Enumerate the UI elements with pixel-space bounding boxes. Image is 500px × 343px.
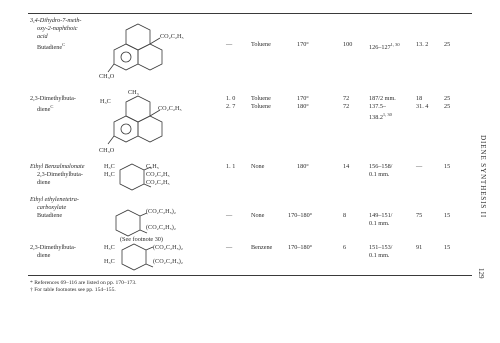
structure-label: (CO₂C₂H₅)₂ <box>146 208 176 215</box>
structure-label: (CO₂C₂H₅)₂ <box>153 258 183 265</box>
reactant-line: 2,3-Dimethylbuta- <box>30 95 76 102</box>
top-rule <box>28 13 472 14</box>
ring <box>116 210 140 236</box>
time-cell: 6 <box>343 244 347 251</box>
structure-label: CH₃O <box>99 73 115 80</box>
bp-cell: 126–127$^{1, 30}$ <box>369 42 400 52</box>
footnote: * References 69–116 are listed on pp. 170–173. <box>30 280 137 286</box>
structure-label: C₆H₅ <box>146 163 159 170</box>
running-head: DIENE SYNTHESIS II <box>479 135 487 219</box>
bp-cell: 138.2$^{1, 30}$ <box>369 112 392 122</box>
ref-cell: 25 <box>444 103 451 110</box>
reactant-line: diene <box>37 252 51 259</box>
structure-label: H₃C <box>104 258 115 265</box>
bp-cell: 0.1 mm. <box>369 220 390 227</box>
catalyst-cell: 1. 1 <box>226 163 236 170</box>
reactant-line: Ethyl Benzalmalonate <box>30 163 85 170</box>
reactant-line: acid <box>37 33 48 40</box>
reactant-line: 3,4-Dihydro-7-meth- <box>30 17 82 24</box>
structure-2 <box>108 92 198 154</box>
structure-label: H₃C <box>104 163 115 170</box>
bp-cell: 156–158/ <box>369 163 393 170</box>
yield-cell: 13. 2 <box>416 41 429 48</box>
time-cell: 72 <box>343 95 350 102</box>
structure-label: (CO₂C₂H₅)₂ <box>146 224 176 231</box>
structure-label: CO₂C₂H₅ <box>158 105 182 112</box>
aromatic-circle <box>121 124 131 134</box>
structure-label: CH₃ <box>128 89 139 96</box>
ref-cell: 15 <box>444 163 451 170</box>
structure-1 <box>108 18 198 84</box>
yield-cell: 31. 4 <box>416 103 429 110</box>
bond <box>146 247 153 250</box>
solvent-cell: Toluene <box>251 95 271 102</box>
structure-label: H₃C <box>100 98 111 105</box>
reactant-line: Butadiene$^C$ <box>37 42 66 52</box>
aromatic-circle <box>121 52 131 62</box>
page-number: 129 <box>477 268 485 279</box>
structure-label: CO₂C₂H₅ <box>146 179 170 186</box>
bp-cell: 0.1 mm. <box>369 171 390 178</box>
bp-cell: 0.1 mm. <box>369 252 390 259</box>
reactant-line: oxy-2-naphthoic <box>37 25 78 32</box>
structure-label: H₃C <box>104 244 115 251</box>
temp-cell: 170–180° <box>288 244 313 251</box>
bond <box>108 64 114 72</box>
yield-cell: 18 <box>416 95 423 102</box>
time-cell: 14 <box>343 163 350 170</box>
running-head-area <box>473 135 499 275</box>
time-cell: 72 <box>343 103 350 110</box>
ref-cell: 25 <box>444 95 451 102</box>
ref-cell: 15 <box>444 212 451 219</box>
solvent-cell: None <box>251 163 265 170</box>
structure-label: CH₃O <box>99 147 115 154</box>
reactant-line: Ethyl ethylenetetra- <box>30 196 79 203</box>
structure-label: (See footnote 30) <box>120 236 163 243</box>
solvent-cell: None <box>251 212 265 219</box>
temp-cell: 170–180° <box>288 212 313 219</box>
temp-cell: 170° <box>297 95 309 102</box>
bond <box>146 264 153 267</box>
structure-label: (CO₂C₂H₅)₂ <box>153 244 183 251</box>
reactant-line: diene$^C$ <box>37 104 54 114</box>
reactant-line: Butadiene <box>37 212 63 219</box>
bp-cell: 187/2 mm. <box>369 95 396 102</box>
solvent-cell: Toluene <box>251 41 271 48</box>
yield-cell: 75 <box>416 212 423 219</box>
ring <box>120 164 144 190</box>
catalyst-cell: — <box>226 212 233 219</box>
time-cell: 100 <box>343 41 353 48</box>
ring <box>122 244 146 270</box>
ring <box>114 44 138 70</box>
catalyst-cell: — <box>226 244 233 251</box>
catalyst-cell: 1. 0 <box>226 95 236 102</box>
solvent-cell: Benzene <box>251 244 273 251</box>
footnote: † For table footnotes see pp. 154–155. <box>30 287 116 293</box>
bond <box>150 38 160 44</box>
yield-cell: — <box>416 163 423 170</box>
ring <box>138 116 162 142</box>
ref-cell: 25 <box>444 41 451 48</box>
bp-cell: 151–153/ <box>369 244 393 251</box>
catalyst-cell: 2. 7 <box>226 103 236 110</box>
bp-cell: 149–151/ <box>369 212 393 219</box>
ref-cell: 15 <box>444 244 451 251</box>
bottom-rule <box>28 275 472 276</box>
reactant-line: 2,3-Dimethylbuta- <box>37 171 83 178</box>
reactant-line: diene <box>37 179 51 186</box>
temp-cell: 180° <box>297 163 309 170</box>
structure-label: CO₂C₂H₅ <box>146 171 170 178</box>
temp-cell: 180° <box>297 103 309 110</box>
yield-cell: 91 <box>416 244 423 251</box>
bp-cell: 137.5– <box>369 103 387 110</box>
structure-label: CO₂C₂H₅ <box>160 33 184 40</box>
solvent-cell: Toluene <box>251 103 271 110</box>
temp-cell: 170° <box>297 41 309 48</box>
structure-label: H₃C <box>104 171 115 178</box>
catalyst-cell: — <box>226 41 233 48</box>
reactant-line: carboxylate <box>37 204 67 211</box>
bond <box>108 136 114 144</box>
ring <box>114 116 138 142</box>
time-cell: 8 <box>343 212 347 219</box>
reactant-line: 2,3-Dimethylbuta- <box>30 244 76 251</box>
ring <box>138 44 162 70</box>
